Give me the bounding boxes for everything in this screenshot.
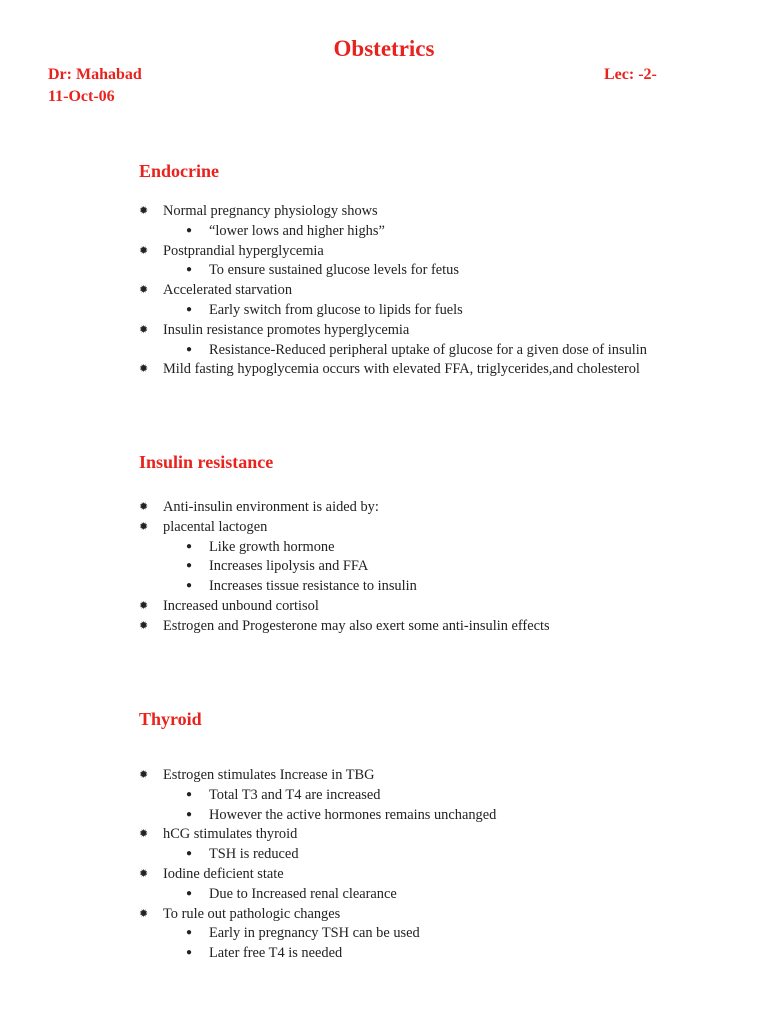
asterisk-bullet-icon: ✹: [139, 828, 149, 841]
asterisk-bullet-icon: ✹: [139, 284, 149, 297]
dot-bullet-icon: ●: [186, 848, 193, 860]
list-item: ✹ Anti-insulin environment is aided by:: [139, 499, 379, 515]
sub-list-item: ● Due to Increased renal clearance: [186, 885, 397, 902]
author-name: Dr: Mahabad: [48, 66, 142, 83]
list-item: ✹ Iodine deficient state: [139, 865, 284, 882]
list-item: ✹ Mild fasting hypoglycemia occurs with elevated FFA, triglycerides,and cholesterol: [139, 361, 640, 378]
list-item: ✹ Estrogen and Progesterone may also exert some anti-insulin effects: [139, 617, 550, 634]
dot-bullet-icon: ●: [186, 887, 193, 899]
dot-bullet-icon: ●: [186, 947, 193, 959]
list-item: ✹ Postprandial hyperglycemia: [139, 242, 324, 259]
list-item: ✹ Accelerated starvation: [139, 282, 293, 299]
asterisk-bullet-icon: ✹: [139, 501, 149, 513]
insulin-resistance-list: [0, 498, 768, 637]
list-item: ✹ placental lactogen: [139, 518, 268, 535]
sub-list-item: ● “lower lows and higher highs”: [186, 222, 385, 239]
lecture-date: 11-Oct-06: [48, 88, 115, 105]
sub-list-item: ● Resistance-Reduced peripheral uptake of glucose for a given dose of insulin: [186, 341, 647, 358]
list-item: ✹ Increased unbound cortisol: [139, 597, 319, 614]
sub-list-item: ● Like growth hormone: [186, 538, 335, 555]
sub-list-item: ● Early switch from glucose to lipids for fuels: [186, 301, 463, 318]
asterisk-bullet-icon: ✹: [139, 363, 149, 376]
section-heading-endocrine: Endocrine: [139, 161, 220, 181]
asterisk-bullet-icon: ✹: [139, 244, 149, 257]
sub-list-item: ● Total T3 and T4 are increased: [186, 786, 381, 803]
list-item: ✹ Normal pregnancy physiology shows: [139, 203, 378, 219]
asterisk-bullet-icon: ✹: [139, 599, 149, 612]
sub-list-item: ● TSH is reduced: [186, 846, 299, 863]
dot-bullet-icon: ●: [186, 927, 193, 939]
list-item: ✹ To rule out pathologic changes: [139, 905, 341, 922]
asterisk-bullet-icon: ✹: [139, 205, 149, 217]
sub-list-item: ● Increases tissue resistance to insulin: [186, 578, 417, 595]
sub-list-item: ● Later free T4 is needed: [186, 945, 343, 962]
dot-bullet-icon: ●: [186, 580, 193, 592]
endocrine-list: [0, 202, 768, 380]
asterisk-bullet-icon: ✹: [139, 619, 149, 632]
dot-bullet-icon: ●: [186, 560, 193, 572]
asterisk-bullet-icon: ✹: [139, 867, 149, 880]
sub-list-item: ● Increases lipolysis and FFA: [186, 558, 369, 575]
list-item: ✹ Insulin resistance promotes hyperglycemia: [139, 321, 410, 338]
sub-list-item: ● Early in pregnancy TSH can be used: [186, 925, 420, 942]
lecture-number: Lec: -2-: [604, 66, 657, 83]
sub-list-item: ● However the active hormones remains unchanged: [186, 806, 497, 823]
list-item: ✹ Estrogen stimulates Increase in TBG: [139, 767, 375, 783]
dot-bullet-icon: ●: [186, 788, 193, 800]
section-heading-insulin-resistance: Insulin resistance: [139, 452, 274, 472]
list-item: ✹ hCG stimulates thyroid: [139, 826, 298, 843]
asterisk-bullet-icon: ✹: [139, 520, 149, 533]
asterisk-bullet-icon: ✹: [139, 907, 149, 920]
sub-list-item: ● To ensure sustained glucose levels for fetus: [186, 262, 459, 279]
dot-bullet-icon: ●: [186, 343, 193, 355]
dot-bullet-icon: ●: [186, 224, 193, 236]
asterisk-bullet-icon: ✹: [139, 323, 149, 336]
dot-bullet-icon: ●: [186, 540, 193, 552]
dot-bullet-icon: ●: [186, 808, 193, 820]
asterisk-bullet-icon: ✹: [139, 769, 149, 781]
section-heading-thyroid: Thyroid: [139, 709, 202, 729]
document-title: Obstetrics: [333, 36, 435, 61]
dot-bullet-icon: ●: [186, 264, 193, 276]
dot-bullet-icon: ●: [186, 303, 193, 315]
thyroid-list: [0, 766, 768, 964]
